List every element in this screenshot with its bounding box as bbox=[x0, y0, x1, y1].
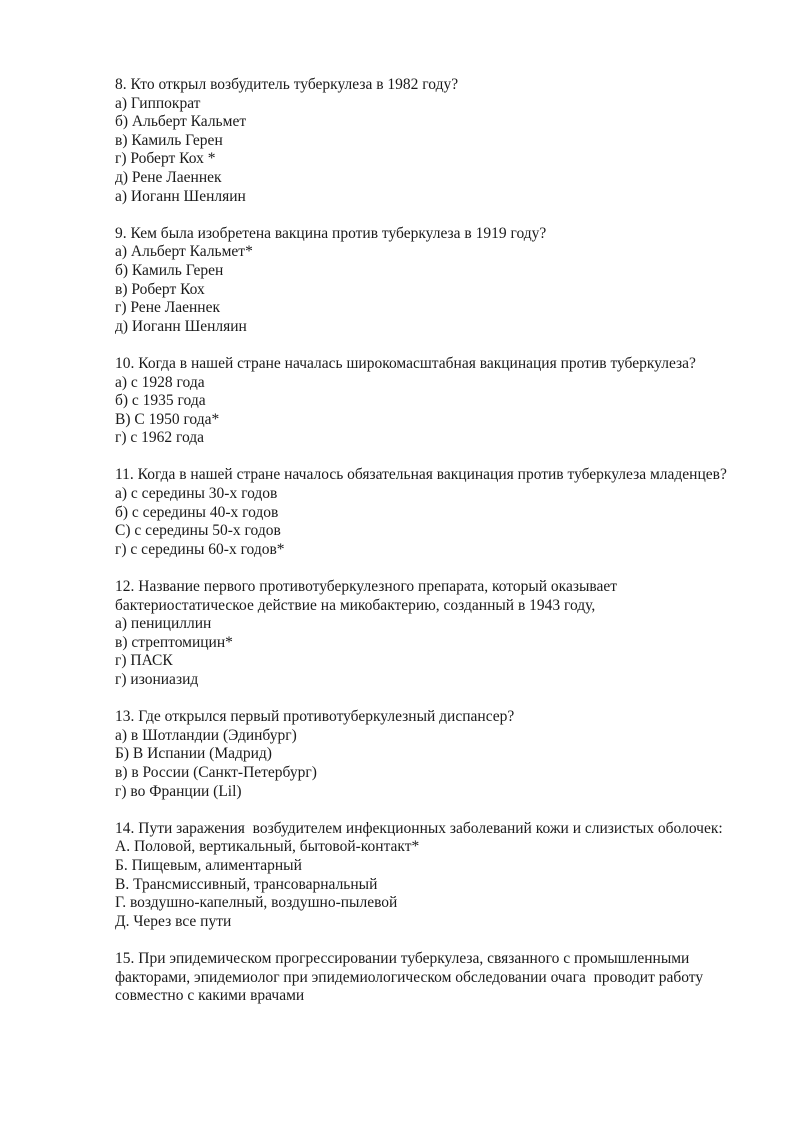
question-10 bbox=[115, 355, 745, 448]
question-11 bbox=[115, 466, 745, 559]
question-14 bbox=[115, 820, 745, 932]
question-13 bbox=[115, 708, 745, 801]
document-page bbox=[115, 76, 745, 1024]
answer-option: а) с 1928 года bbox=[115, 373, 205, 391]
answer-option: в) Роберт Кох bbox=[115, 280, 205, 298]
answer-option: Г. воздушно-капелный, воздушно-пылевой bbox=[115, 894, 398, 912]
question-text: 15. При эпидемическом прогрессировании туберкулеза, связанного с промышленными факторами, эпидемиолог при эпидемиологическом обследовании очага проводит работу совместно с какими врачами bbox=[115, 949, 707, 1005]
answer-option: г) Роберт Кох * bbox=[115, 150, 216, 168]
question-text: 14. Пути заражения возбудителем инфекционных заболеваний кожи и слизистых оболочек: bbox=[115, 819, 723, 837]
answer-option: а) Альберт Кальмет* bbox=[115, 243, 253, 261]
answer-option: д) Иоганн Шенляин bbox=[115, 317, 247, 335]
question-9 bbox=[115, 225, 745, 337]
answer-option: Б. Пищевым, алиментарный bbox=[115, 856, 302, 874]
question-8 bbox=[115, 76, 745, 206]
question-text: 12. Название первого противотуберкулезного препарата, который оказывает бактериостатическое действие на микобактерию, созданный в 1943 году, bbox=[115, 578, 621, 614]
answer-option: Д. Через все пути bbox=[115, 912, 232, 930]
answer-option: б) Альберт Кальмет bbox=[115, 113, 247, 131]
answer-option: В. Трансмиссивный, трансоварнальный bbox=[115, 875, 378, 893]
answer-option: С) с середины 50-х годов bbox=[115, 522, 281, 540]
question-text: 13. Где открылся первый противотуберкулезный диспансер? bbox=[115, 708, 515, 726]
answer-option: а) Гиппократ bbox=[115, 94, 201, 112]
answer-option: в) стрептомицин* bbox=[115, 633, 233, 651]
answer-option: б) Камиль Герен bbox=[115, 261, 224, 279]
answer-option: б) с середины 40-х годов bbox=[115, 503, 279, 521]
answer-option: в) в России (Санкт-Петербург) bbox=[115, 763, 317, 781]
answer-option: в) Камиль Герен bbox=[115, 131, 223, 149]
question-text: 11. Когда в нашей стране началось обязательная вакцинация против туберкулеза младенцев? bbox=[115, 466, 727, 484]
question-12 bbox=[115, 578, 745, 690]
answer-option: г) ПАСК bbox=[115, 652, 173, 670]
answer-option: б) с 1935 года bbox=[115, 392, 206, 410]
question-15 bbox=[115, 950, 745, 1006]
answer-option: а) с середины 30-х годов bbox=[115, 485, 278, 503]
answer-option: г) с 1962 года bbox=[115, 429, 205, 447]
answer-option: д) Рене Лаеннек bbox=[115, 168, 222, 186]
answer-option: г) Рене Лаеннек bbox=[115, 299, 221, 317]
answer-option: г) с середины 60-х годов* bbox=[115, 540, 285, 558]
answer-option: а) пенициллин bbox=[115, 615, 212, 633]
question-text: 8. Кто открыл возбудитель туберкулеза в 1982 году? bbox=[115, 76, 459, 93]
answer-option: а) в Шотландии (Эдинбург) bbox=[115, 726, 297, 744]
answer-option: А. Половой, вертикальный, бытовой-контакт* bbox=[115, 838, 420, 856]
question-text: 9. Кем была изобретена вакцина против туберкулеза в 1919 году? bbox=[115, 224, 547, 242]
answer-option: Б) В Испании (Мадрид) bbox=[115, 745, 272, 763]
answer-option: г) во Франции (Lil) bbox=[115, 782, 242, 800]
answer-option: а) Иоганн Шенляин bbox=[115, 187, 246, 205]
answer-option: г) изониазид bbox=[115, 671, 199, 688]
answer-option: В) С 1950 года* bbox=[115, 410, 220, 428]
question-text: 10. Когда в нашей стране началась широкомасштабная вакцинация против туберкулеза? bbox=[115, 354, 696, 372]
